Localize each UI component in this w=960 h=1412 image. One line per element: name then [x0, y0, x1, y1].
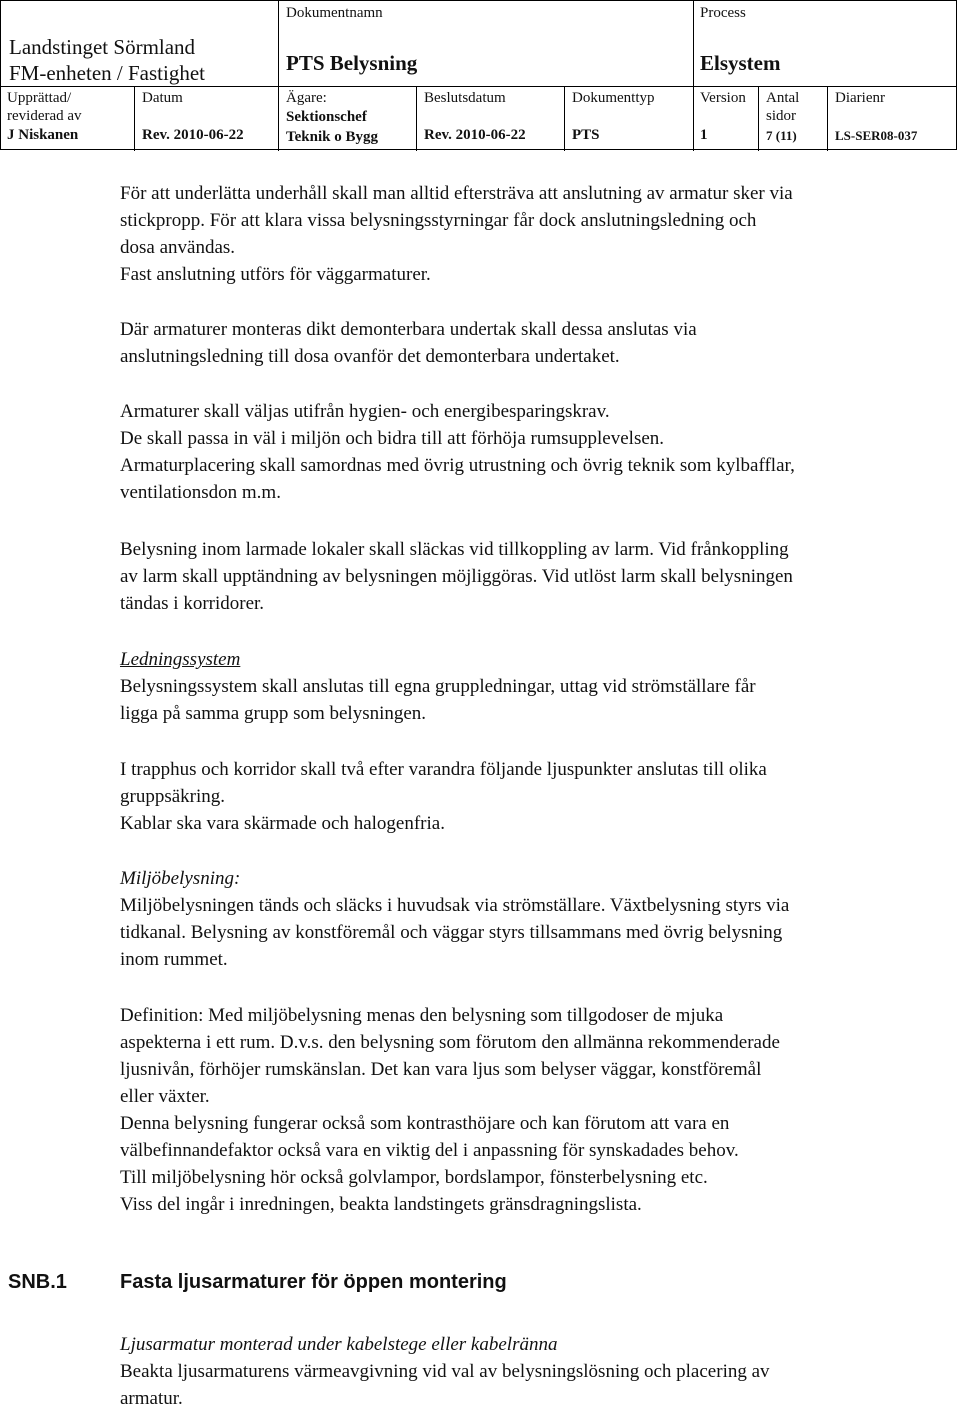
- text-line: Armaturplacering skall samordnas med övrig utrustning och övrig teknik som kylbafflar,: [120, 455, 795, 476]
- date-value: Rev. 2010-06-22: [142, 127, 244, 143]
- text-line: Fast anslutning utförs för väggarmaturer.: [120, 264, 431, 285]
- owner-value-dept: Teknik o Bygg: [286, 129, 378, 145]
- text-line: För att underlätta underhåll skall man alltid eftersträva att anslutning av armatur sker via: [120, 183, 793, 204]
- text-line: inom rummet.: [120, 949, 228, 970]
- text-line: Kablar ska vara skärmade och halogenfria.: [120, 813, 445, 834]
- section-number: SNB.1: [8, 1271, 67, 1293]
- section-wiring: [120, 646, 956, 727]
- process-label: Process: [700, 5, 746, 21]
- text-line: Belysningssystem skall anslutas till egna gruppledningar, uttag vid strömställare får: [120, 676, 756, 697]
- text-line: Belysning inom larmade lokaler skall släckas vid tillkoppling av larm. Vid frånkoppling: [120, 539, 789, 560]
- docname-value: PTS Belysning: [286, 51, 418, 75]
- date-label: Datum: [142, 90, 183, 106]
- text-line: Armaturer skall väljas utifrån hygien- och energibesparingskrav.: [120, 401, 610, 422]
- version-value: 1: [700, 127, 708, 143]
- prepared-label: Upprättad/: [7, 90, 72, 106]
- paragraph-alarm: [120, 536, 956, 617]
- text-line: De skall passa in väl i miljön och bidra till att förhöja rumsupplevelsen.: [120, 428, 665, 449]
- docname-label: Dokumentnamn: [286, 5, 383, 21]
- paragraph-definition: [120, 1002, 956, 1218]
- text-line: gruppsäkring.: [120, 786, 226, 807]
- prepared-value: J Niskanen: [7, 127, 79, 143]
- version-label: Version: [700, 90, 746, 106]
- subheading-wiring: Ledningssystem: [120, 649, 241, 670]
- text-line: anslutningsledning till dosa ovanför det demonterbara undertaket.: [120, 346, 620, 367]
- pages-label: Antal: [766, 90, 800, 106]
- doctype-label: Dokumenttyp: [572, 90, 655, 106]
- text-line: välbefinnandefaktor också vara en viktig del i anpassning för synskadades behov.: [120, 1140, 739, 1161]
- diary-value: LS-SER08-037: [835, 128, 918, 143]
- text-line: Definition: Med miljöbelysning menas den belysning som tillgodoser de mjuka: [120, 1005, 724, 1026]
- paragraph-selection: [120, 398, 956, 506]
- text-line: Denna belysning fungerar också som kontrasthöjare och kan förutom att vara en: [120, 1113, 730, 1134]
- paragraph-cable-tray: [120, 1331, 956, 1412]
- text-line: stickpropp. För att klara vissa belysningsstyrningar får dock anslutningsledning och: [120, 210, 757, 231]
- process-value: Elsystem: [700, 51, 781, 75]
- owner-label: Ägare:: [286, 90, 327, 106]
- revised-label: reviderad av: [7, 108, 82, 124]
- decision-date-label: Beslutsdatum: [424, 90, 506, 106]
- text-line: Där armaturer monteras dikt demonterbara undertak skall dessa anslutas via: [120, 319, 697, 340]
- diary-label: Diarienr: [835, 90, 885, 106]
- section-ambient: [120, 865, 956, 973]
- text-line: Miljöbelysningen tänds och släcks i huvudsak via strömställare. Växtbelysning styrs via: [120, 895, 790, 916]
- text-line: tändas i korridorer.: [120, 593, 265, 614]
- org-unit: FM-enheten / Fastighet: [9, 61, 205, 85]
- text-line: av larm skall upptändning av belysningen möjliggöras. Vid utlöst larm skall belysningen: [120, 566, 793, 587]
- paragraph-stairwell: [120, 756, 956, 837]
- text-line: ligga på samma grupp som belysningen.: [120, 703, 427, 724]
- decision-date-value: Rev. 2010-06-22: [424, 127, 526, 143]
- text-line: tidkanal. Belysning av konstföremål och väggar styrs tillsammans med övrig belysning: [120, 922, 783, 943]
- text-line: Beakta ljusarmaturens värmeavgivning vid val av belysningslösning och placering av: [120, 1361, 770, 1382]
- paragraph-ceiling: [120, 316, 956, 370]
- text-line: I trapphus och korridor skall två efter varandra följande ljuspunkter anslutas till olika: [120, 759, 767, 780]
- doctype-value: PTS: [572, 127, 600, 143]
- text-line: dosa användas.: [120, 237, 236, 258]
- text-line: Till miljöbelysning hör också golvlampor, bordslampor, fönsterbelysning etc.: [120, 1167, 708, 1188]
- org-name: Landstinget Sörmland: [9, 35, 196, 59]
- pages-sublabel: sidor: [766, 108, 796, 124]
- text-line: aspekterna i ett rum. D.v.s. den belysning som förutom den allmänna rekommenderade: [120, 1032, 780, 1053]
- text-line: ljusnivån, förhöjer rumskänslan. Det kan vara ljus som belyser väggar, konstföremål: [120, 1059, 762, 1080]
- text-line: armatur.: [120, 1388, 183, 1409]
- text-line: ventilationsdon m.m.: [120, 482, 281, 503]
- pages-value: 7 (11): [766, 128, 797, 143]
- text-line: Viss del ingår i inredningen, beakta landstingets gränsdragningslista.: [120, 1194, 642, 1215]
- owner-value-title: Sektionschef: [286, 109, 367, 125]
- section-title: Fasta ljusarmaturer för öppen montering: [120, 1271, 507, 1293]
- subheading-cable-tray: Ljusarmatur monterad under kabelstege eller kabelränna: [120, 1334, 558, 1355]
- paragraph-connection: [120, 180, 956, 288]
- text-line: eller växter.: [120, 1086, 210, 1107]
- subheading-ambient: Miljöbelysning:: [120, 868, 241, 889]
- document-header: [0, 0, 957, 150]
